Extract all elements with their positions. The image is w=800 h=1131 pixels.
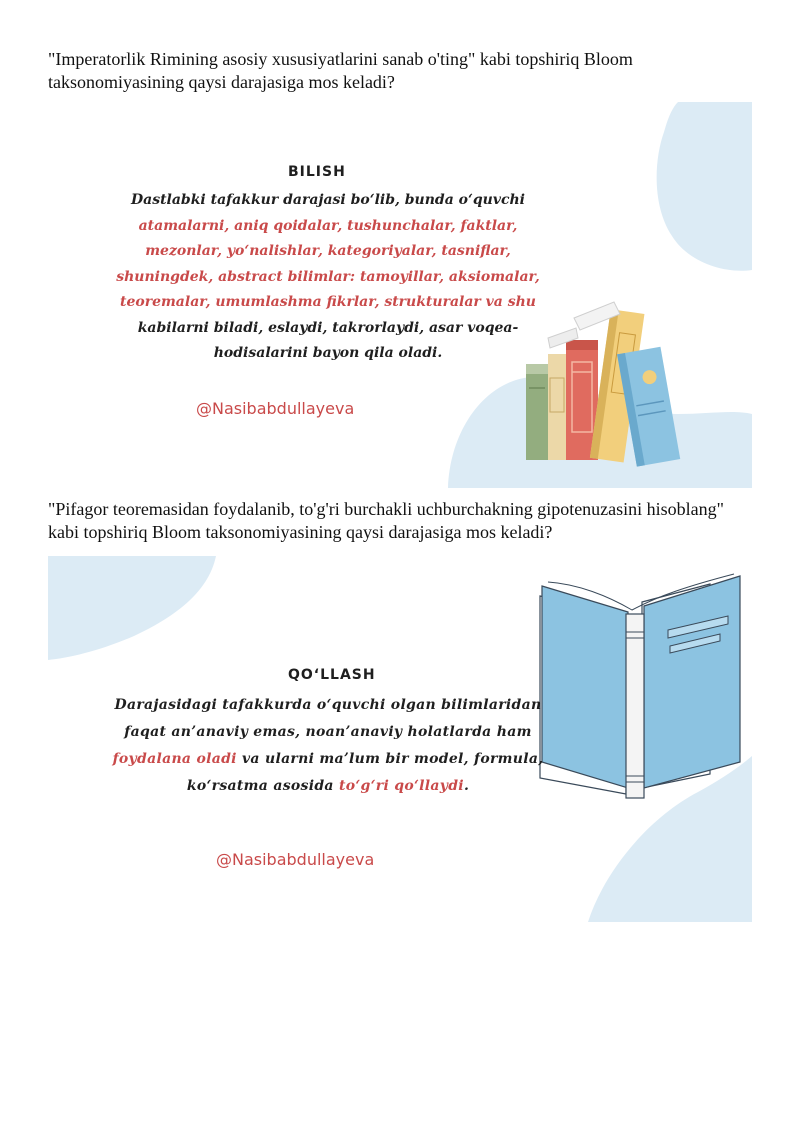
description-line <box>88 188 568 214</box>
description-line <box>88 692 568 719</box>
body-text: kabilarni biladi, eslaydi, takrorlaydi, asar voqea- <box>137 319 519 336</box>
description-line <box>88 316 568 342</box>
description-line <box>88 214 568 240</box>
body-text: ko‘rsatma asosida <box>186 778 339 794</box>
description-line <box>88 719 568 746</box>
description-line <box>88 746 568 773</box>
bilish-card <box>48 102 752 488</box>
body-text: faqat an’anaviy emas, noan’anaviy holatlarda ham <box>124 724 532 740</box>
author-handle: @Nasibabdullayeva <box>196 399 355 418</box>
description-line <box>88 341 568 367</box>
bilish-title: BILISH <box>288 164 346 180</box>
body-text: va ularni ma’lum bir model, formula, <box>236 751 544 767</box>
question-2-text: "Pifagor teoremasidan foydalanib, to'g'ri burchakli uchburchakning gipotenuzasini hisoblang" kabi topshiriq Bloom taksonomiyasining qaysi darajasiga mos keladi? <box>48 499 725 542</box>
qollash-description <box>88 692 568 800</box>
author-handle: @Nasibabdullayeva <box>216 850 375 869</box>
body-text: hodisalarini bayon qila oladi. <box>213 345 443 361</box>
qollash-card <box>48 556 752 922</box>
body-text: Darajasidagi tafakkurda o‘quvchi olgan bilimlaridan <box>114 697 542 713</box>
body-text: . <box>463 778 470 794</box>
description-line <box>88 290 568 316</box>
highlighted-text: to‘g‘ri qo‘llaydi <box>338 778 464 794</box>
question-1-text: "Imperatorlik Rimining asosiy xususiyatlarini sanab o'ting" kabi topshiriq Bloom taksonomiyasining qaysi darajasiga mos keladi? <box>48 49 633 92</box>
qollash-title: QO‘LLASH <box>288 667 376 683</box>
body-text: Dastlabki tafakkur darajasi bo‘lib, bunda o‘quvchi <box>130 192 525 208</box>
description-line <box>88 239 568 265</box>
highlighted-text: mezonlar, yo‘nalishlar, kategoriyalar, tasniflar, <box>145 243 511 259</box>
highlighted-text: shuningdek, abstract bilimlar: tamoyillar, aksiomalar, <box>116 268 540 285</box>
highlighted-text: atamalarni, aniq qoidalar, tushunchalar, faktlar, <box>138 217 518 234</box>
description-line <box>88 265 568 291</box>
highlighted-text: teoremalar, umumlashma fikrlar, strukturalar va shu <box>120 294 536 310</box>
bilish-description <box>88 188 568 367</box>
highlighted-text: foydalana oladi <box>112 751 237 767</box>
description-line <box>88 773 568 800</box>
